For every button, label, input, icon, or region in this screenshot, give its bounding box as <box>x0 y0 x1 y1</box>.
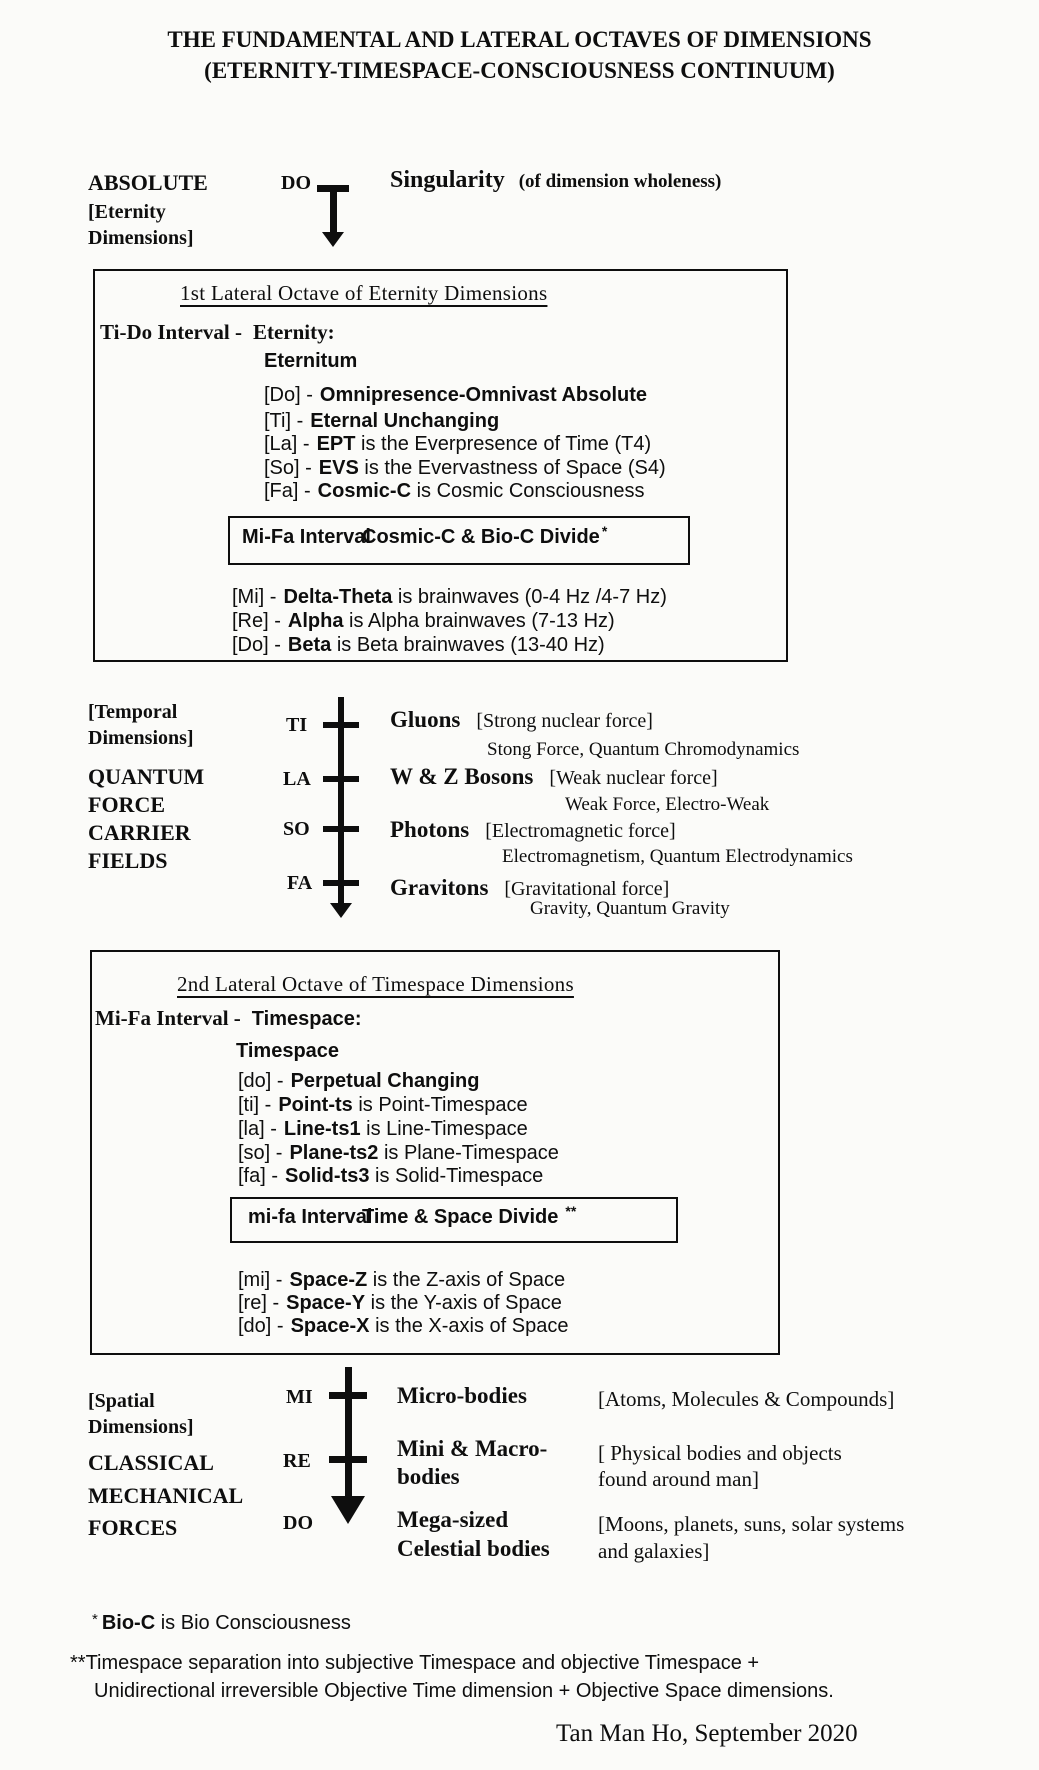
list-item-do-lower: [do] - Perpetual Changing <box>238 1070 480 1092</box>
list-item-do-lower-2: [do] - Space-X is the X-axis of Space <box>238 1315 569 1337</box>
force-name: Gluons <box>390 707 461 732</box>
mini-macro-bodies-label-line2: bodies <box>397 1464 460 1489</box>
mi-tick <box>329 1392 367 1399</box>
eternity-octave-title: 1st Lateral Octave of Eternity Dimensions <box>180 281 548 305</box>
so-note-label: SO <box>283 818 310 840</box>
spatial-dimensions-label-line2: Dimensions] <box>88 1416 194 1438</box>
ti-note-label: TI <box>286 714 308 736</box>
re-tick <box>329 1456 367 1463</box>
mini-macro-bodies-label-line1: Mini & Macro- <box>397 1436 548 1461</box>
list-item-so-lower: [so] - Plane-ts2 is Plane-Timespace <box>238 1142 559 1164</box>
arrow-head <box>331 1496 365 1524</box>
ti-do-interval-name: Eternity: <box>252 320 335 344</box>
eternitum-heading: Eternitum <box>264 350 358 372</box>
quantum-label-line3: CARRIER <box>88 820 191 845</box>
mi-fa-lower-divider-label: mi-fa Interval <box>248 1206 373 1228</box>
ti-do-interval-line <box>100 320 335 344</box>
footnote-timespace-line2: Unidirectional irreversible Objective Time dimension + Objective Space dimensions. <box>94 1680 834 1702</box>
eternity-dimensions-label-line1: [Eternity <box>88 201 166 223</box>
fa-note-label: FA <box>287 872 313 894</box>
do-note-label: DO <box>281 172 311 194</box>
singularity-sub-label: (of dimension wholeness) <box>518 171 722 192</box>
classical-label-line3: FORCES <box>88 1515 178 1540</box>
mega-celestial-label-line2: Celestial bodies <box>397 1536 550 1561</box>
time-space-divide-label: Time & Space Divide ** <box>362 1203 577 1228</box>
force-sub-photons: Electromagnetism, Quantum Electrodynamics <box>502 846 853 867</box>
list-item-do: [Do] - Omnipresence-Omnivast Absolute <box>264 384 648 406</box>
quantum-label-line4: FIELDS <box>88 848 168 873</box>
force-sub-gluons: Stong Force, Quantum Chromodynamics <box>487 739 800 760</box>
list-item-re-lower: [re] - Space-Y is the Y-axis of Space <box>238 1292 562 1314</box>
timespace-octave-title: 2nd Lateral Octave of Timespace Dimensions <box>177 972 574 996</box>
force-sub-gravitons: Gravity, Quantum Gravity <box>530 898 730 919</box>
mi-fa-interval-name: Timespace: <box>251 1008 362 1030</box>
author-signature: Tan Man Ho, September 2020 <box>556 1720 858 1747</box>
arrow-shaft <box>330 187 337 234</box>
mini-macro-bracket-line1: [ Physical bodies and objects <box>598 1441 842 1465</box>
mega-celestial-bracket-line1: [Moons, planets, suns, solar systems <box>598 1512 905 1536</box>
force-name: Gravitons <box>390 875 489 900</box>
mega-celestial-label-line1: Mega-sized <box>397 1507 509 1532</box>
arrow-shaft <box>345 1367 352 1500</box>
footnote-bio-c: * Bio-C is Bio Consciousness <box>92 1611 351 1634</box>
list-item-la: [La] - EPT is the Everpresence of Time (T4) <box>264 433 652 455</box>
cosmic-bio-divide-label: Cosmic-C & Bio-C Divide * <box>362 523 608 548</box>
list-item-mi-lower: [mi] - Space-Z is the Z-axis of Space <box>238 1269 566 1291</box>
footnote-timespace-line1: **Timespace separation into subjective Timespace and objective Timespace + <box>70 1652 760 1674</box>
divider-asterisk: * <box>601 523 608 539</box>
force-row-photons <box>390 817 676 843</box>
mega-celestial-bracket-line2: and galaxies] <box>598 1539 710 1563</box>
do-note-label-bottom: DO <box>283 1512 313 1534</box>
force-bracket: [Strong nuclear force] <box>476 710 653 732</box>
mi-note-label: MI <box>286 1386 313 1408</box>
list-item-ti: [Ti] - Eternal Unchanging <box>264 410 500 432</box>
footnote-asterisk: * <box>92 1611 98 1628</box>
main-title-line1: THE FUNDAMENTAL AND LATERAL OCTAVES OF DIMENSIONS <box>167 27 872 52</box>
list-item-la-lower: [la] - Line-ts1 is Line-Timespace <box>238 1118 528 1140</box>
la-tick <box>323 776 359 782</box>
singularity-label: Singularity <box>390 167 505 193</box>
force-row-gluons <box>390 707 653 733</box>
temporal-dimensions-label-line1: [Temporal <box>88 701 178 723</box>
list-item-mi: [Mi] - Delta-Theta is brainwaves (0-4 Hz /4-7 Hz) <box>232 586 667 608</box>
arrow-head <box>330 903 352 918</box>
quantum-label-line1: QUANTUM <box>88 764 205 789</box>
list-item-do2: [Do] - Beta is Beta brainwaves (13-40 Hz) <box>232 634 605 656</box>
micro-bodies-bracket: [Atoms, Molecules & Compounds] <box>598 1387 895 1411</box>
absolute-label: ABSOLUTE <box>88 170 208 195</box>
arrow-shaft <box>338 697 344 905</box>
force-bracket: [Electromagnetic force] <box>485 820 676 842</box>
fa-tick <box>323 880 359 886</box>
main-title-line2: (ETERNITY-TIMESPACE-CONSCIOUSNESS CONTINUUM) <box>204 58 835 83</box>
force-row-bosons <box>390 764 718 790</box>
list-item-fa: [Fa] - Cosmic-C is Cosmic Consciousness <box>264 480 645 502</box>
mi-fa-interval-prefix: Mi-Fa Interval - <box>95 1006 241 1030</box>
divider-double-asterisk: ** <box>565 1203 577 1219</box>
so-tick <box>323 826 359 832</box>
force-bracket: [Weak nuclear force] <box>549 767 718 789</box>
mi-fa-interval-line <box>95 1006 361 1031</box>
list-item-re: [Re] - Alpha is Alpha brainwaves (7-13 Hz) <box>232 610 615 632</box>
mini-macro-bracket-line2: found around man] <box>598 1467 759 1491</box>
temporal-dimensions-label-line2: Dimensions] <box>88 727 194 749</box>
force-sub-bosons: Weak Force, Electro-Weak <box>565 794 770 815</box>
classical-label-line2: MECHANICAL <box>88 1483 244 1508</box>
eternity-dimensions-label-line2: Dimensions] <box>88 227 194 249</box>
list-item-so: [So] - EVS is the Evervastness of Space (S4) <box>264 457 666 479</box>
classical-label-line1: CLASSICAL <box>88 1450 214 1475</box>
force-name: W & Z Bosons <box>390 764 534 789</box>
mi-fa-divider-label: Mi-Fa Interval <box>242 526 371 548</box>
list-item-fa-lower: [fa] - Solid-ts3 is Solid-Timespace <box>238 1165 544 1187</box>
force-bracket: [Gravitational force] <box>504 878 670 900</box>
force-name: Photons <box>390 817 470 842</box>
ti-do-interval-prefix: Ti-Do Interval - <box>100 320 242 344</box>
timespace-heading: Timespace <box>236 1040 340 1062</box>
ti-tick <box>323 722 359 728</box>
quantum-label-line2: FORCE <box>88 792 165 817</box>
spatial-dimensions-label-line1: [Spatial <box>88 1390 155 1412</box>
micro-bodies-label: Micro-bodies <box>397 1383 527 1408</box>
la-note-label: LA <box>283 768 311 790</box>
singularity-line <box>390 167 721 195</box>
list-item-ti-lower: [ti] - Point-ts is Point-Timespace <box>238 1094 528 1116</box>
re-note-label: RE <box>283 1450 311 1472</box>
arrow-head <box>322 232 344 247</box>
footnote-double-asterisk: ** <box>70 1652 86 1674</box>
